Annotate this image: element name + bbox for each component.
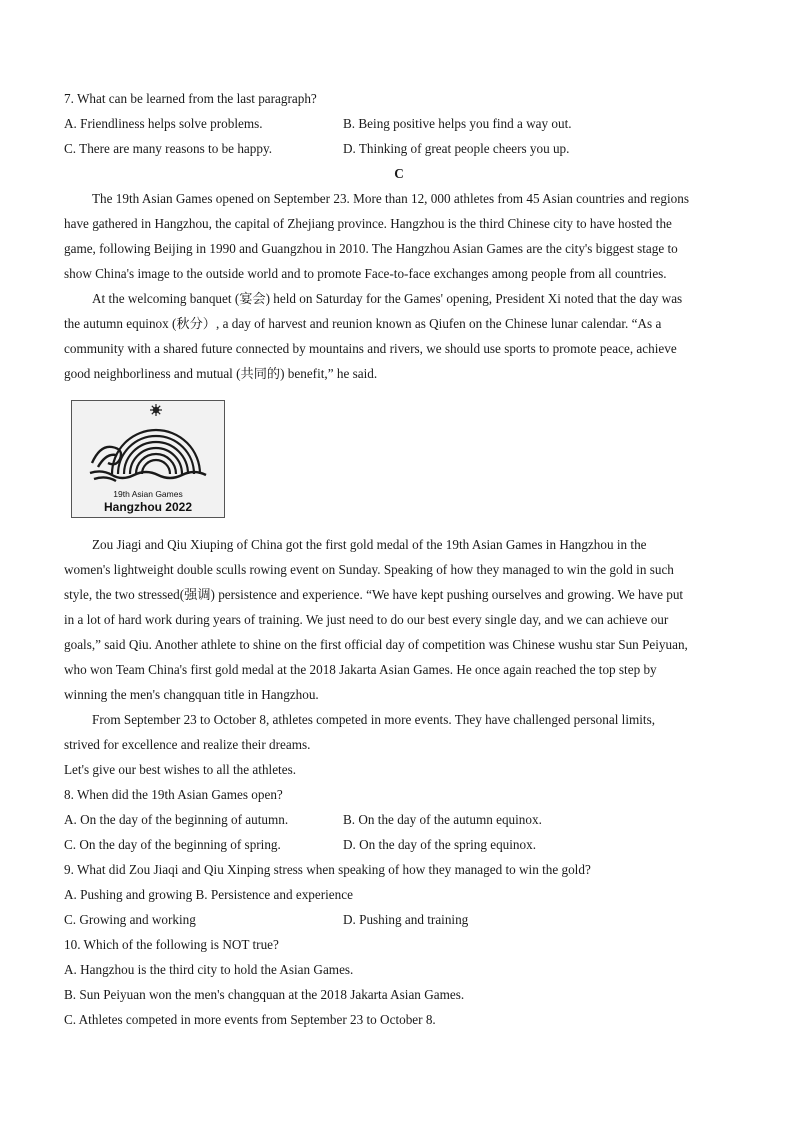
passage-line: winning the men's changquan title in Hangzhou. (64, 687, 319, 702)
logo-caption-line1: 19th Asian Games (113, 489, 183, 499)
logo-caption-line2: Hangzhou 2022 (103, 500, 193, 514)
q7-option-b: B. Being positive helps you find a way out. (343, 116, 572, 131)
passage-paragraph-1 (64, 186, 734, 286)
passage-line: good neighborliness and mutual (共同的) benefit,” he said. (64, 366, 378, 381)
q9-question: 9. What did Zou Jiaqi and Qiu Xinping stress when speaking of how they managed to win the gold? (64, 862, 591, 877)
exam-page (64, 86, 734, 1032)
passage-paragraph-3 (64, 532, 734, 707)
passage-line: women's lightweight double sculls rowing event on Sunday. Speaking of how they managed to win the gold in such (64, 562, 674, 577)
passage-line: From September 23 to October 8, athletes competed in more events. They have challenged personal limits, (92, 712, 655, 727)
q8-option-a: A. On the day of the beginning of autumn. (64, 812, 289, 827)
q7-option-c: C. There are many reasons to be happy. (64, 141, 272, 156)
passage-line: community with a shared future connected by mountains and rivers, we should use sports to promote peace, achieve (64, 341, 677, 356)
q9-option-d: D. Pushing and training (343, 912, 469, 927)
q10-question: 10. Which of the following is NOT true? (64, 937, 279, 952)
q8-option-d: D. On the day of the spring equinox. (343, 837, 537, 852)
passage-line: in a lot of hard work during years of training. We just need to do our best every single day, and we can achieve our (64, 612, 669, 627)
q7-option-d: D. Thinking of great people cheers you up. (343, 141, 570, 156)
passage-line: show China's image to the outside world and to promote Face-to-face exchanges among people from all countries. (64, 266, 667, 281)
passage-line: strived for excellence and realize their dreams. (64, 737, 311, 752)
passage-paragraph-2 (64, 286, 734, 386)
passage-line: style, the two stressed(强调) persistence and experience. “We have kept pushing ourselves and growing. We have put (64, 587, 684, 602)
passage-line: who won Team China's first gold medal at the 2018 Jakarta Asian Games. He once again reached the top step by (64, 662, 657, 677)
q9-options-ab: A. Pushing and growing B. Persistence and experience (64, 887, 353, 902)
q10-option-b: B. Sun Peiyuan won the men's changquan at the 2018 Jakarta Asian Games. (64, 987, 465, 1002)
q10-option-c: C. Athletes competed in more events from September 23 to October 8. (64, 1012, 436, 1027)
passage-line: At the welcoming banquet (宴会) held on Saturday for the Games' opening, President Xi noted that the day was (92, 291, 683, 306)
passage-line: Zou Jiagi and Qiu Xiuping of China got the first gold medal of the 19th Asian Games in Hangzhou in the (92, 537, 647, 552)
q8-options-row1 (64, 807, 734, 832)
q8-question: 8. When did the 19th Asian Games open? (64, 787, 283, 802)
q8-option-c: C. On the day of the beginning of spring. (64, 837, 281, 852)
passage-paragraph-4 (64, 707, 734, 757)
q7-options-row1 (64, 111, 734, 136)
passage-line: have gathered in Hangzhou, the capital of Zhejiang province. Hangzhou is the third Chinese city to have hosted the (64, 216, 672, 231)
q7-option-a: A. Friendliness helps solve problems. (64, 116, 263, 131)
passage-paragraph-5: Let's give our best wishes to all the athletes. (64, 762, 297, 777)
passage-line: goals,” said Qiu. Another athlete to shine on the first official day of competition was Chinese wushu star Sun Peiyuan, (64, 637, 688, 652)
q9-option-c: C. Growing and working (64, 912, 196, 927)
q8-option-b: B. On the day of the autumn equinox. (343, 812, 542, 827)
section-label: C (394, 166, 404, 181)
passage-line: the autumn equinox (秋分）, a day of harvest and reunion known as Qiufen on the Chinese lunar calendar. “As a (64, 316, 662, 331)
passage-line: game, following Beijing in 1990 and Guangzhou in 2010. The Hangzhou Asian Games are the city's biggest stage to (64, 241, 678, 256)
q7-options-row2 (64, 136, 734, 161)
asian-games-logo-image (71, 400, 225, 518)
q10-option-a: A. Hangzhou is the third city to hold the Asian Games. (64, 962, 354, 977)
q9-options-row2 (64, 907, 734, 932)
passage-line: The 19th Asian Games opened on September 23. More than 12, 000 athletes from 45 Asian countries and regions (92, 191, 689, 206)
q7-question: 7. What can be learned from the last paragraph? (64, 91, 317, 106)
q8-options-row2 (64, 832, 734, 857)
